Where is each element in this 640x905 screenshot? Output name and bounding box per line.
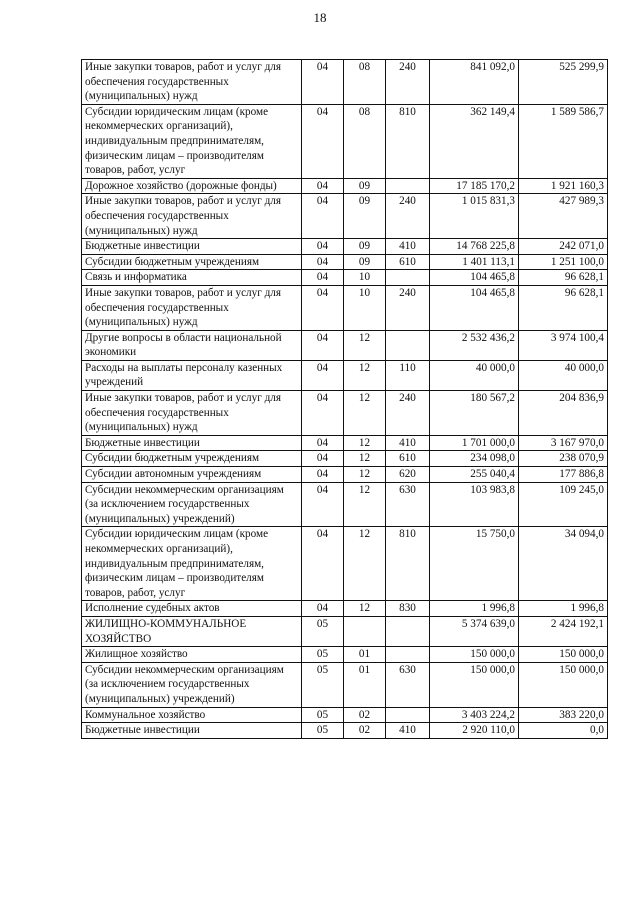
expense-type-cell: 810: [386, 104, 430, 178]
section-code-cell: 04: [302, 60, 344, 105]
table-row: [82, 391, 608, 436]
table-row: [82, 647, 608, 663]
subsection-code-cell: 12: [344, 482, 386, 527]
subsection-code-cell: 12: [344, 360, 386, 390]
expense-type-cell: [386, 270, 430, 286]
amount-year2-cell: 3 974 100,4: [519, 330, 608, 360]
section-code-cell: 04: [302, 451, 344, 467]
table-row: [82, 707, 608, 723]
page-number: 18: [313, 10, 327, 25]
table-row: [82, 60, 608, 105]
row-name-cell: Бюджетные инвестиции: [82, 435, 302, 451]
row-name-cell: Иные закупки товаров, работ и услуг для обеспечения государственных (муниципальных) нужд: [82, 285, 302, 330]
subsection-code-cell: 02: [344, 723, 386, 739]
section-code-cell: 04: [302, 239, 344, 255]
amount-year1-cell: 1 701 000,0: [430, 435, 519, 451]
amount-year2-cell: 150 000,0: [519, 662, 608, 707]
section-code-cell: 05: [302, 723, 344, 739]
expense-type-cell: 630: [386, 482, 430, 527]
expense-type-cell: 410: [386, 239, 430, 255]
subsection-code-cell: 01: [344, 647, 386, 663]
expense-type-cell: [386, 178, 430, 194]
table-row: [82, 285, 608, 330]
row-name-cell: Субсидии некоммерческим организациям (за исключением государственных (муниципальных) учреждений): [82, 482, 302, 527]
amount-year2-cell: 1 996,8: [519, 601, 608, 617]
amount-year1-cell: 15 750,0: [430, 527, 519, 601]
section-code-cell: 04: [302, 467, 344, 483]
row-name-cell: Субсидии бюджетным учреждениям: [82, 451, 302, 467]
amount-year1-cell: 841 092,0: [430, 60, 519, 105]
expense-type-cell: 110: [386, 360, 430, 390]
table-row: [82, 616, 608, 646]
subsection-code-cell: 12: [344, 451, 386, 467]
subsection-code-cell: 02: [344, 707, 386, 723]
table-row: [82, 451, 608, 467]
section-code-cell: 04: [302, 435, 344, 451]
amount-year1-cell: 17 185 170,2: [430, 178, 519, 194]
section-code-cell: 04: [302, 391, 344, 436]
amount-year2-cell: 242 071,0: [519, 239, 608, 255]
expense-type-cell: [386, 330, 430, 360]
amount-year2-cell: 34 094,0: [519, 527, 608, 601]
section-code-cell: 04: [302, 360, 344, 390]
subsection-code-cell: 12: [344, 391, 386, 436]
subsection-code-cell: 12: [344, 330, 386, 360]
amount-year2-cell: 2 424 192,1: [519, 616, 608, 646]
row-name-cell: Бюджетные инвестиции: [82, 723, 302, 739]
expense-type-cell: 610: [386, 451, 430, 467]
table-row: [82, 482, 608, 527]
amount-year2-cell: 238 070,9: [519, 451, 608, 467]
expense-type-cell: [386, 707, 430, 723]
amount-year1-cell: 150 000,0: [430, 662, 519, 707]
expense-type-cell: 410: [386, 435, 430, 451]
amount-year2-cell: 150 000,0: [519, 647, 608, 663]
section-code-cell: 04: [302, 527, 344, 601]
row-name-cell: Субсидии бюджетным учреждениям: [82, 254, 302, 270]
amount-year1-cell: 1 401 113,1: [430, 254, 519, 270]
row-name-cell: Бюджетные инвестиции: [82, 239, 302, 255]
subsection-code-cell: 10: [344, 285, 386, 330]
amount-year1-cell: 14 768 225,8: [430, 239, 519, 255]
table-row: [82, 601, 608, 617]
subsection-code-cell: 01: [344, 662, 386, 707]
amount-year2-cell: 525 299,9: [519, 60, 608, 105]
amount-year2-cell: 177 886,8: [519, 467, 608, 483]
subsection-code-cell: 12: [344, 435, 386, 451]
row-name-cell: Жилищное хозяйство: [82, 647, 302, 663]
amount-year2-cell: 96 628,1: [519, 285, 608, 330]
amount-year1-cell: 2 532 436,2: [430, 330, 519, 360]
table-row: [82, 104, 608, 178]
section-code-cell: 04: [302, 330, 344, 360]
amount-year1-cell: 104 465,8: [430, 270, 519, 286]
row-name-cell: Иные закупки товаров, работ и услуг для обеспечения государственных (муниципальных) нужд: [82, 60, 302, 105]
table-row: [82, 270, 608, 286]
section-code-cell: 05: [302, 707, 344, 723]
section-code-cell: 04: [302, 194, 344, 239]
amount-year1-cell: 2 920 110,0: [430, 723, 519, 739]
row-name-cell: Другие вопросы в области национальной экономики: [82, 330, 302, 360]
amount-year2-cell: 1 921 160,3: [519, 178, 608, 194]
expense-type-cell: 240: [386, 285, 430, 330]
expense-type-cell: 830: [386, 601, 430, 617]
amount-year1-cell: 3 403 224,2: [430, 707, 519, 723]
subsection-code-cell: 12: [344, 467, 386, 483]
amount-year2-cell: 96 628,1: [519, 270, 608, 286]
expense-type-cell: 630: [386, 662, 430, 707]
table-row: [82, 527, 608, 601]
expense-type-cell: 240: [386, 391, 430, 436]
section-code-cell: 04: [302, 601, 344, 617]
amount-year2-cell: 40 000,0: [519, 360, 608, 390]
expense-type-cell: 240: [386, 194, 430, 239]
amount-year1-cell: 150 000,0: [430, 647, 519, 663]
amount-year2-cell: 427 989,3: [519, 194, 608, 239]
amount-year1-cell: 103 983,8: [430, 482, 519, 527]
amount-year2-cell: 3 167 970,0: [519, 435, 608, 451]
row-name-cell: Расходы на выплаты персоналу казенных учреждений: [82, 360, 302, 390]
section-code-cell: 04: [302, 104, 344, 178]
table-row: [82, 254, 608, 270]
amount-year1-cell: 104 465,8: [430, 285, 519, 330]
row-name-cell: Дорожное хозяйство (дорожные фонды): [82, 178, 302, 194]
amount-year2-cell: 109 245,0: [519, 482, 608, 527]
amount-year2-cell: 1 251 100,0: [519, 254, 608, 270]
section-code-cell: 04: [302, 254, 344, 270]
row-name-cell: Связь и информатика: [82, 270, 302, 286]
section-code-cell: 04: [302, 178, 344, 194]
expense-type-cell: 810: [386, 527, 430, 601]
table-row: [82, 178, 608, 194]
section-code-cell: 04: [302, 482, 344, 527]
budget-table: [81, 59, 608, 739]
subsection-code-cell: 09: [344, 194, 386, 239]
expense-type-cell: 410: [386, 723, 430, 739]
amount-year1-cell: 1 996,8: [430, 601, 519, 617]
subsection-code-cell: 12: [344, 527, 386, 601]
expense-type-cell: 240: [386, 60, 430, 105]
section-code-cell: 04: [302, 270, 344, 286]
expense-type-cell: 610: [386, 254, 430, 270]
subsection-code-cell: 09: [344, 254, 386, 270]
row-name-cell: Иные закупки товаров, работ и услуг для обеспечения государственных (муниципальных) нужд: [82, 391, 302, 436]
table-row: [82, 723, 608, 739]
expense-type-cell: [386, 616, 430, 646]
table-row: [82, 239, 608, 255]
amount-year1-cell: 40 000,0: [430, 360, 519, 390]
amount-year2-cell: 1 589 586,7: [519, 104, 608, 178]
amount-year1-cell: 234 098,0: [430, 451, 519, 467]
row-name-cell: Субсидии юридическим лицам (кроме некоммерческих организаций), индивидуальным предпринимателям, физическим лицам – производителям товаров, работ, услуг: [82, 527, 302, 601]
amount-year1-cell: 180 567,2: [430, 391, 519, 436]
section-code-cell: 05: [302, 616, 344, 646]
amount-year2-cell: 383 220,0: [519, 707, 608, 723]
section-code-cell: 05: [302, 647, 344, 663]
row-name-cell: ЖИЛИЩНО-КОММУНАЛЬНОЕ ХОЗЯЙСТВО: [82, 616, 302, 646]
amount-year1-cell: 255 040,4: [430, 467, 519, 483]
table-row: [82, 330, 608, 360]
table-row: [82, 662, 608, 707]
table-row: [82, 360, 608, 390]
row-name-cell: Субсидии автономным учреждениям: [82, 467, 302, 483]
subsection-code-cell: 08: [344, 104, 386, 178]
section-code-cell: 04: [302, 285, 344, 330]
subsection-code-cell: 09: [344, 178, 386, 194]
subsection-code-cell: 09: [344, 239, 386, 255]
amount-year1-cell: 1 015 831,3: [430, 194, 519, 239]
table-row: [82, 435, 608, 451]
expense-type-cell: [386, 647, 430, 663]
row-name-cell: Коммунальное хозяйство: [82, 707, 302, 723]
section-code-cell: 05: [302, 662, 344, 707]
row-name-cell: Субсидии юридическим лицам (кроме некоммерческих организаций), индивидуальным предпринимателям, физическим лицам – производителям товаров, работ, услуг: [82, 104, 302, 178]
subsection-code-cell: 10: [344, 270, 386, 286]
amount-year2-cell: 0,0: [519, 723, 608, 739]
amount-year1-cell: 362 149,4: [430, 104, 519, 178]
amount-year1-cell: 5 374 639,0: [430, 616, 519, 646]
row-name-cell: Субсидии некоммерческим организациям (за исключением государственных (муниципальных) учреждений): [82, 662, 302, 707]
subsection-code-cell: [344, 616, 386, 646]
subsection-code-cell: 08: [344, 60, 386, 105]
table-row: [82, 467, 608, 483]
subsection-code-cell: 12: [344, 601, 386, 617]
expense-type-cell: 620: [386, 467, 430, 483]
row-name-cell: Иные закупки товаров, работ и услуг для обеспечения государственных (муниципальных) нужд: [82, 194, 302, 239]
amount-year2-cell: 204 836,9: [519, 391, 608, 436]
table-row: [82, 194, 608, 239]
row-name-cell: Исполнение судебных актов: [82, 601, 302, 617]
